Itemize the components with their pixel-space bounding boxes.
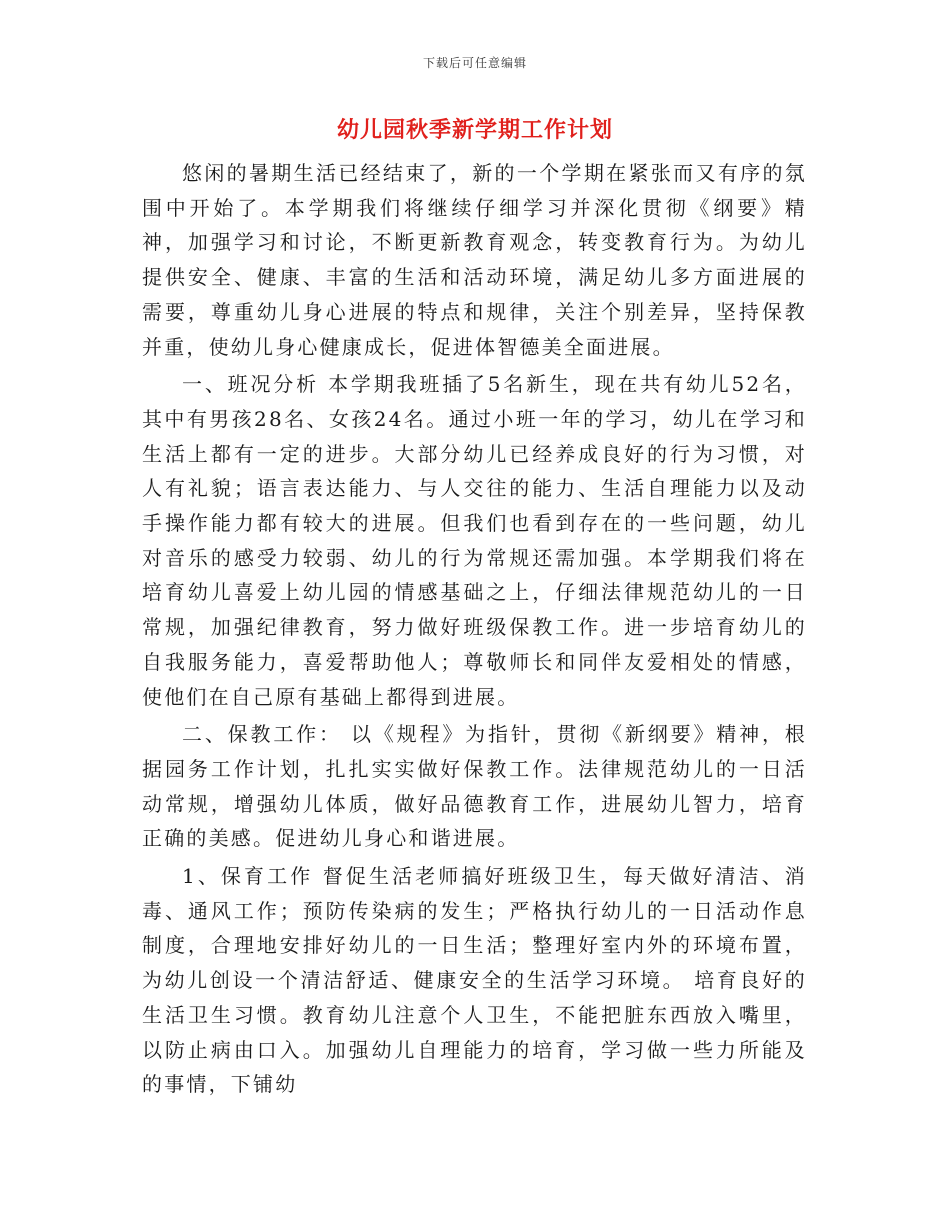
- document-title: 幼儿园秋季新学期工作计划: [336, 117, 613, 143]
- paragraph-care-education: 二、保教工作： 以《规程》为指针，贯彻《新纲要》精神，根据园务工作计划，扎扎实实做好保教工作。法律规范幼儿的一日活动常规，增强幼儿体质，做好品德教育工作，进展幼儿智力，培育正确的美感。促进幼儿身心和谐进展。: [142, 722, 807, 851]
- page-header: 下载后可任意编辑: [422, 56, 527, 70]
- paragraph-nursing-work: 1、保育工作 督促生活老师搞好班级卫生，每天做好清洁、消毒、通风工作；预防传染病的发生；严格执行幼儿的一日活动作息制度，合理地安排好幼儿的一日生活；整理好室内外的环境布置，为幼儿创设一个清洁舒适、健康安全的生活学习环境。 培育良好的生活卫生习惯。教育幼儿注意个人卫生，不能把脏东西放入嘴里，以防止病由口入。加强幼儿自理能力的培育，学习做一些力所能及的事情，下铺幼: [142, 864, 807, 1097]
- document-body: [142, 156, 807, 1102]
- paragraph-class-analysis: 一、班况分析 本学期我班插了5名新生，现在共有幼儿52名，其中有男孩28名、女孩24名。通过小班一年的学习，幼儿在学习和生活上都有一定的进步。大部分幼儿已经养成良好的行为习惯，对人有礼貌；语言表达能力、与人交往的能力、生活自理能力以及动手操作能力都有较大的进展。但我们也看到存在的一些问题，幼儿对音乐的感受力较弱、幼儿的行为常规还需加强。本学期我们将在培育幼儿喜爱上幼儿园的情感基础之上，仔细法律规范幼儿的一日常规，加强纪律教育，努力做好班级保教工作。进一步培育幼儿的自我服务能力，喜爱帮助他人；尊敬师长和同伴友爱相处的情感，使他们在自己原有基础上都得到进展。: [142, 372, 807, 709]
- paragraph-intro: 悠闲的暑期生活已经结束了，新的一个学期在紧张而又有序的氛围中开始了。本学期我们将继续仔细学习并深化贯彻《纲要》精神，加强学习和讨论，不断更新教育观念，转变教育行为。为幼儿提供安全、健康、丰富的生活和活动环境，满足幼儿多方面进展的需要，尊重幼儿身心进展的特点和规律，关注个别差异，坚持保教并重，使幼儿身心健康成长，促进体智德美全面进展。: [142, 161, 807, 359]
